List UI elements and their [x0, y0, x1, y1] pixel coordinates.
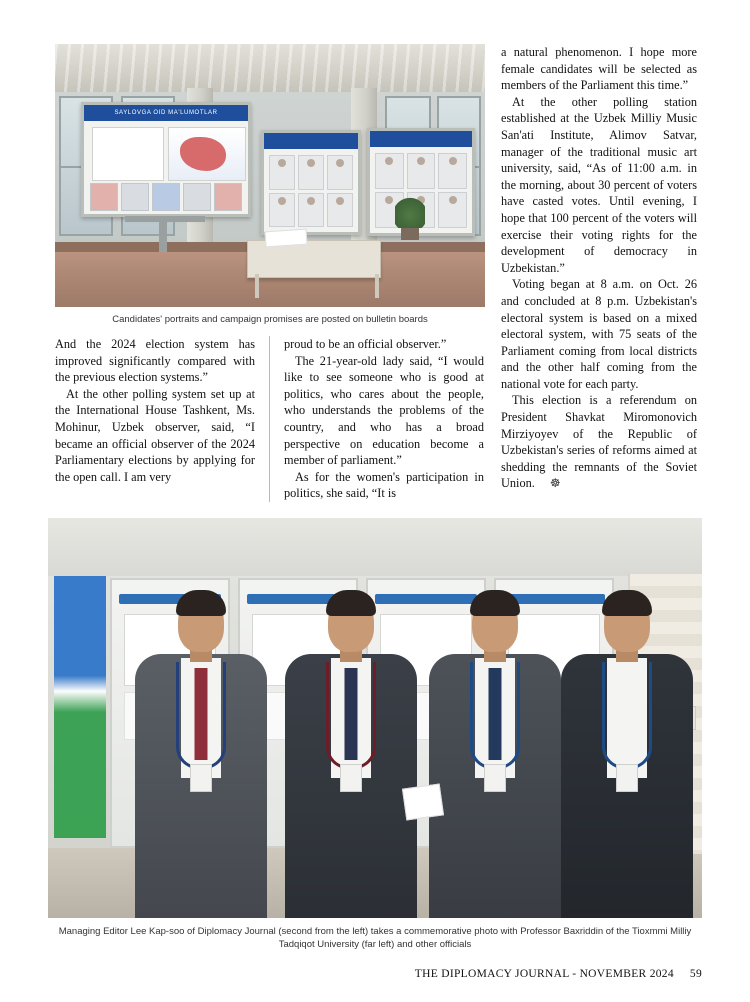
paragraph: Voting began at 8 a.m. on Oct. 26 and concluded at 8 p.m. Uzbekistan's electoral system is based on a mixed electoral system, with 75 seats of the Parliament coming from local districts and the other half coming from the national vote for each party.: [501, 277, 697, 391]
paragraph: And the 2024 election system has improved significantly compared with the previous election systems.”: [55, 337, 255, 385]
table-legs: [255, 274, 379, 298]
paragraph: a natural phenomenon. I hope more female candidates will be selected as members of the Parliament this time.”: [501, 45, 697, 93]
paragraph-text: This election is a referendum on President Shavkat Miromonovich Mirziyoyev of the Republic of Uzbekistan's series of reforms aimed at shedding the remnants of the Soviet Union.: [501, 393, 697, 491]
uzbek-flag: [54, 576, 106, 838]
person-official-2: [552, 588, 702, 918]
badge: [616, 764, 638, 792]
paragraph: proud to be an official observer.”: [284, 337, 447, 351]
board-header-label-2: [264, 133, 358, 149]
footer-title: THE DIPLOMACY JOURNAL - NOVEMBER 2024: [414, 968, 674, 980]
page-footer: [415, 968, 702, 980]
hair: [176, 590, 226, 616]
figure-bottom-caption: Managing Editor Lee Kap-soo of Diplomacy Journal (second from the left) takes a commemorative photo with Professor Baxriddin of the Tioxmmi Milliy Tadqiqot University (far left) and other officials: [58, 926, 692, 951]
ceiling-texture: [55, 44, 485, 96]
top-left-block: [55, 44, 485, 501]
lanyard: [176, 662, 226, 769]
figure-top: [55, 44, 485, 327]
display-stand-leg: [159, 220, 167, 252]
article-column-3: [501, 44, 697, 492]
badge: [190, 764, 212, 792]
polling-station-photo: [55, 44, 485, 307]
person-managing-editor: [276, 588, 426, 918]
person-official-1: [420, 588, 570, 918]
person-professor: [126, 588, 276, 918]
bulletin-board-main: [81, 102, 251, 217]
figure-bottom: [48, 518, 702, 952]
paragraph-final: [501, 392, 697, 492]
article-column-2: [270, 336, 484, 502]
group-photo: [48, 518, 702, 918]
paragraph: At the other polling station established at the Uzbek Milliy Music San'ati Institute, Alimov Satvar, manager of the traditional music art university, said, “As of 11:00 a.m. in the morning, about 30 percent of voters have casted votes. Until evening, I hope that 100 percent of the voters will exercise their voting rights for the development of democracy in Uzbekistan.”: [501, 94, 697, 275]
board-header-label: SAYLOVGA OID MA'LUMOTLAR: [84, 105, 248, 121]
end-mark-icon: ☸: [549, 476, 561, 491]
article-columns: [55, 336, 485, 502]
badge: [340, 764, 362, 792]
bulletin-board-left: [261, 130, 361, 235]
figure-top-caption: Candidates' portraits and campaign promises are posted on bulletin boards: [112, 314, 428, 325]
lanyard: [326, 662, 376, 769]
paragraph: The 21-year-old lady said, “I would like to see someone who is good at politics, who cares about the people, who understands the problems of the country, and who has a broad perspective on education become a member of parliament.”: [284, 353, 484, 468]
lanyard: [470, 662, 520, 769]
board-document: [92, 127, 164, 181]
page-number: 59: [689, 968, 702, 980]
papers-held: [402, 784, 444, 821]
board-photo-row: [90, 183, 242, 211]
hair: [602, 590, 652, 616]
article-column-1: [55, 336, 270, 502]
badge: [484, 764, 506, 792]
board-header-label-3: [370, 131, 472, 147]
lanyard: [602, 662, 652, 769]
top-section: [55, 44, 695, 514]
upper-wall: [48, 518, 702, 578]
papers-on-table: [264, 229, 307, 248]
candidate-portrait-grid: [269, 155, 353, 227]
paragraph: As for the women's participation in politics, she said, “It is: [284, 469, 484, 501]
hair: [470, 590, 520, 616]
potted-plant: [395, 194, 425, 240]
hair: [326, 590, 376, 616]
paragraph: At the other polling system set up at the International House Tashkent, Ms. Mohinur, Uzbek observer, said, “I became an official observer of the 2024 Parliamentary elections by applying for the open call. I am very: [55, 386, 255, 484]
